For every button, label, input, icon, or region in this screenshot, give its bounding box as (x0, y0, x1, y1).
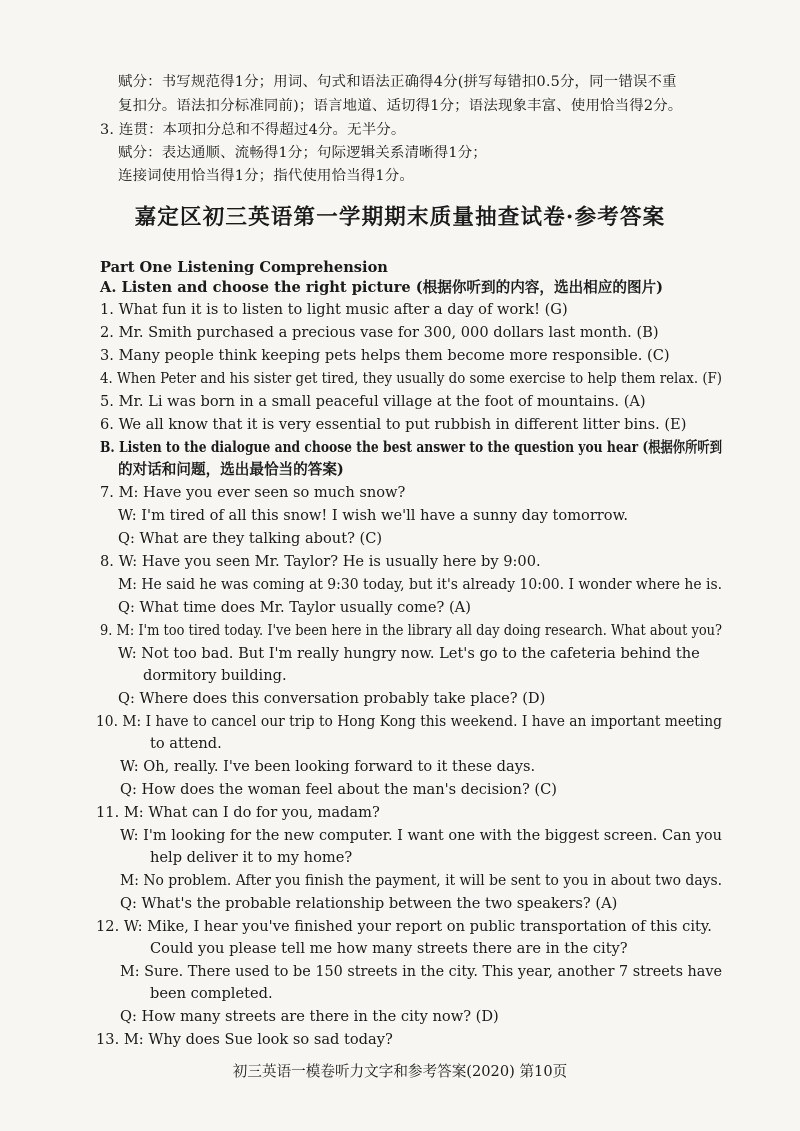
section-a-heading: A. Listen and choose the right picture (根据你听到的内容，选出相应的图片) (100, 279, 664, 296)
list-item: 4. When Peter and his sister get tired, they usually do some exercise to help them relax. (F) (100, 370, 723, 387)
dialogue-line: W: Not too bad. But I'm really hungry now. Let's go to the cafeteria behind the (118, 645, 700, 662)
dialogue-question: Q: How does the woman feel about the man's decision? (C) (120, 781, 557, 798)
dialogue-line: W: I'm tired of all this snow! I wish we'll have a sunny day tomorrow. (118, 507, 628, 524)
dialogue-line: 12. W: Mike, I hear you've finished your report on public transportation of this city. (96, 918, 712, 935)
scoring-line-3: 3. 连贯：本项扣分总和不得超过4分。无半分。 (100, 122, 406, 138)
dialogue-line-cont: been completed. (150, 985, 273, 1002)
dialogue-question: Q: How many streets are there in the city now? (D) (120, 1008, 499, 1025)
scoring-line-2: 复扣分。语法扣分标准同前)；语言地道、适切得1分；语法现象丰富、使用恰当得2分。 (118, 98, 683, 114)
part-heading: Part One Listening Comprehension (100, 259, 388, 276)
dialogue-question: Q: Where does this conversation probably take place? (D) (118, 690, 546, 707)
list-item: 5. Mr. Li was born in a small peaceful village at the foot of mountains. (A) (100, 393, 646, 410)
dialogue-line-cont: Could you please tell me how many streets there are in the city? (150, 940, 628, 957)
dialogue-line: 10. M: I have to cancel our trip to Hong Kong this weekend. I have an important meeting (96, 713, 722, 730)
dialogue-line: 7. M: Have you ever seen so much snow? (100, 484, 406, 501)
dialogue-line: W: Oh, really. I've been looking forward to it these days. (120, 758, 536, 775)
dialogue-line: M: No problem. After you finish the payment, it will be sent to you in about two days. (120, 872, 722, 889)
dialogue-question: Q: What time does Mr. Taylor usually come? (A) (118, 599, 471, 616)
dialogue-line-cont: dormitory building. (143, 667, 287, 684)
dialogue-line: 8. W: Have you seen Mr. Taylor? He is usually here by 9:00. (100, 553, 541, 570)
dialogue-question: Q: What's the probable relationship between the two speakers? (A) (120, 895, 618, 912)
dialogue-line: W: I'm looking for the new computer. I want one with the biggest screen. Can you (120, 827, 722, 844)
dialogue-question: Q: What are they talking about? (C) (118, 530, 383, 547)
scoring-line-4: 赋分：表达通顺、流畅得1分；句际逻辑关系清晰得1分； (118, 145, 487, 161)
list-item: 2. Mr. Smith purchased a precious vase for 300, 000 dollars last month. (B) (100, 324, 659, 341)
dialogue-line: M: He said he was coming at 9:30 today, but it's already 10:00. I wonder where he is. (118, 576, 723, 593)
list-item: 1. What fun it is to listen to light music after a day of work! (G) (100, 301, 568, 318)
section-b-heading: B. Listen to the dialogue and choose the best answer to the question you hear (根据你所听到 (100, 439, 722, 456)
dialogue-line-cont: to attend. (150, 735, 222, 752)
dialogue-line: 13. M: Why does Sue look so sad today? (96, 1031, 393, 1048)
dialogue-line-cont: help deliver it to my home? (150, 849, 353, 866)
scoring-line-1: 赋分：书写规范得1分；用词、句式和语法正确得4分(拼写每错扣0.5分，同一错误不重 (118, 74, 677, 90)
scoring-line-5: 连接词使用恰当得1分；指代使用恰当得1分。 (118, 168, 414, 184)
dialogue-line: 9. M: I'm too tired today. I've been here in the library all day doing research. What about you? (100, 622, 723, 639)
list-item: 6. We all know that it is very essential to put rubbish in different litter bins. (E) (100, 416, 687, 433)
dialogue-line: M: Sure. There used to be 150 streets in the city. This year, another 7 streets have (120, 963, 722, 980)
dialogue-line: 11. M: What can I do for you, madam? (96, 804, 380, 821)
list-item: 3. Many people think keeping pets helps them become more responsible. (C) (100, 347, 670, 364)
page-footer: 初三英语一模卷听力文字和参考答案(2020) 第10页 (232, 1063, 568, 1080)
section-b-heading-cont: 的对话和问题，选出最恰当的答案) (118, 461, 344, 478)
document-title: 嘉定区初三英语第一学期期末质量抽查试卷·参考答案 (134, 205, 666, 230)
